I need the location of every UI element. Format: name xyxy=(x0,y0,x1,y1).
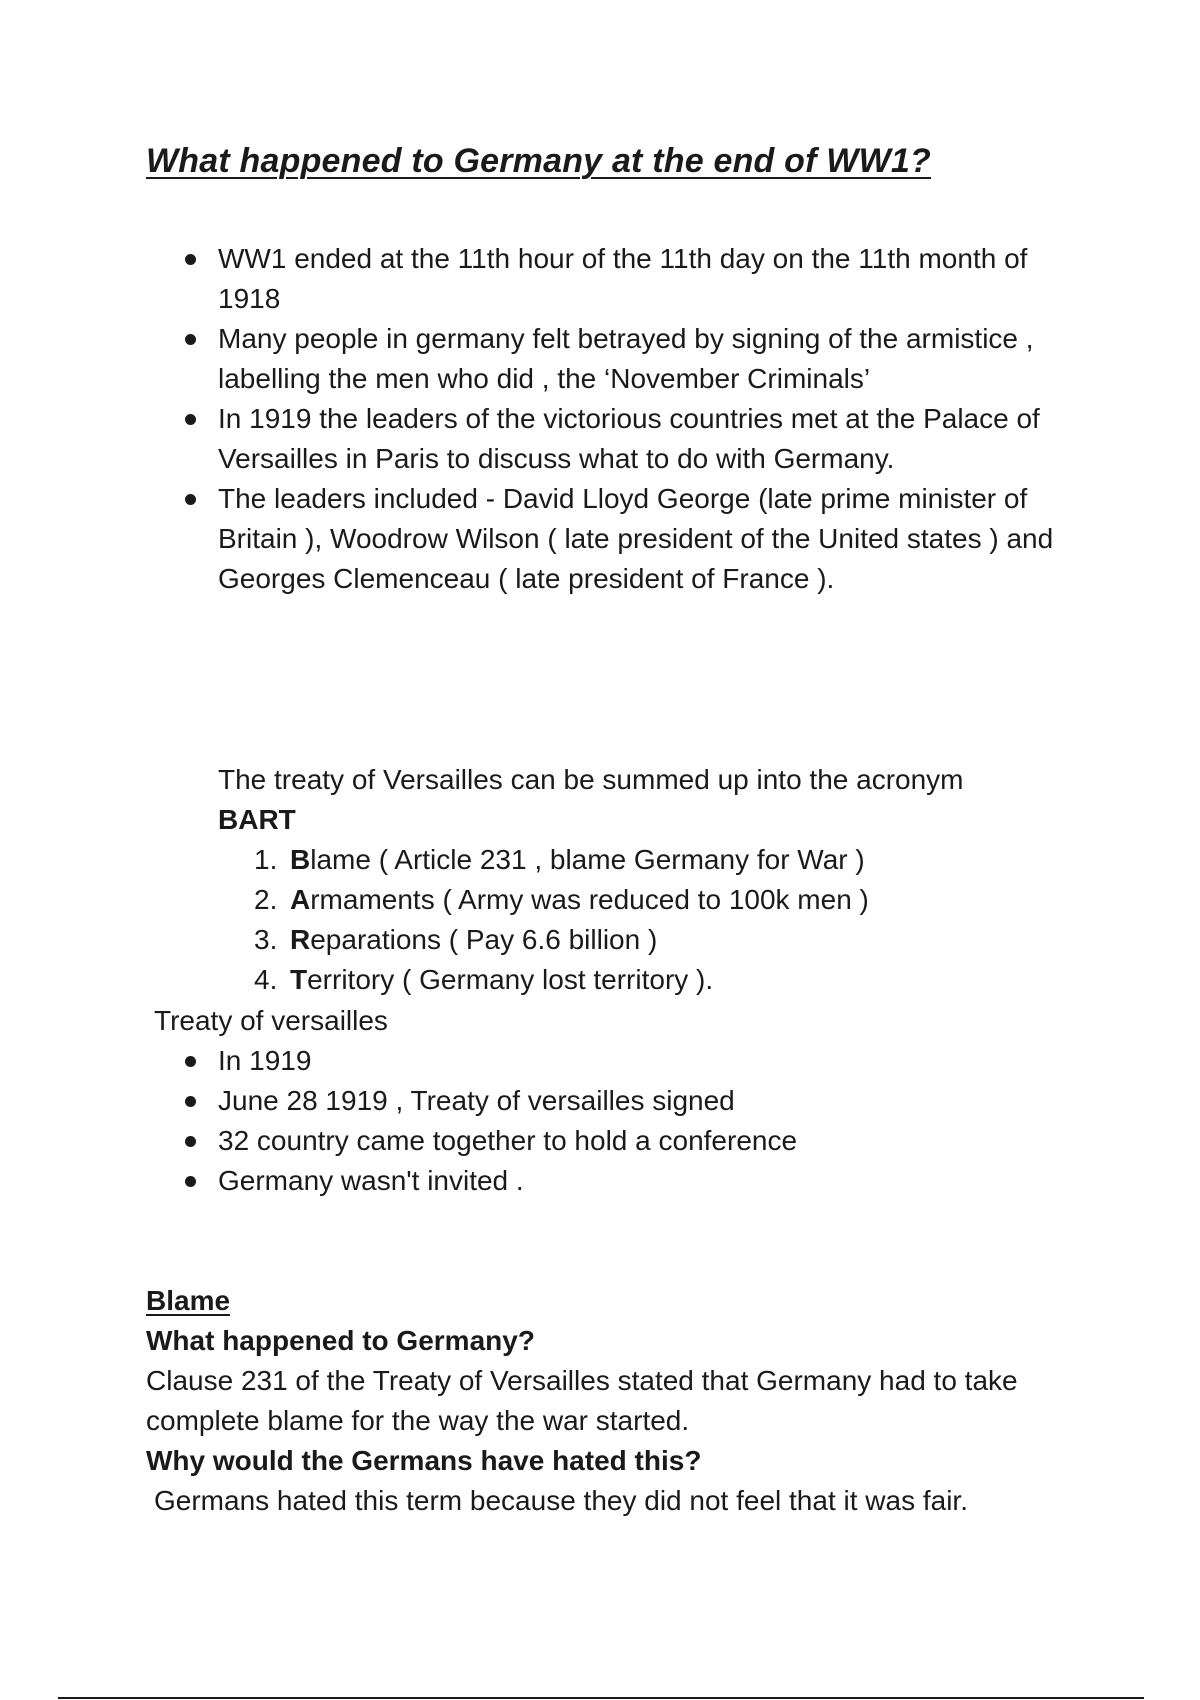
treaty-summary xyxy=(218,760,1078,1000)
item-text: lame ( Article 231 , blame Germany for War ) xyxy=(310,844,865,875)
list-number: 4. xyxy=(254,964,278,995)
versailles-heading: Treaty of versailles xyxy=(154,1005,388,1036)
blame-section xyxy=(146,1281,1066,1521)
bart-item-armaments xyxy=(218,880,1078,920)
treaty-intro-text: The treaty of Versailles can be summed up into the acronym xyxy=(218,764,964,795)
list-item: WW1 ended at the 11th hour of the 11th day on the 11th month of 1918 xyxy=(146,239,1066,319)
bart-item-territory xyxy=(218,960,1078,1000)
item-text: erritory ( Germany lost territory ). xyxy=(307,964,714,995)
list-item: June 28 1919 , Treaty of versailles signed xyxy=(146,1081,1066,1121)
blame-question-1: What happened to Germany? xyxy=(146,1325,535,1356)
acronym-initial: R xyxy=(290,924,311,955)
list-item: In 1919 xyxy=(146,1041,1066,1081)
item-text: rmaments ( Army was reduced to 100k men ) xyxy=(310,884,869,915)
list-number: 3. xyxy=(254,924,278,955)
blame-answer-1: Clause 231 of the Treaty of Versailles stated that Germany had to take complete blame for the way the war started. xyxy=(146,1365,1018,1436)
blame-heading: Blame xyxy=(146,1285,231,1316)
list-item: Germany wasn't invited . xyxy=(146,1161,1066,1201)
acronym-initial: T xyxy=(290,964,308,995)
acronym-initial: B xyxy=(290,844,311,875)
list-item: In 1919 the leaders of the victorious countries met at the Palace of Versailles in Paris to discuss what to do with Germany. xyxy=(146,399,1066,479)
list-number: 1. xyxy=(254,844,278,875)
blame-answer-2: Germans hated this term because they did not feel that it was fair. xyxy=(154,1485,968,1516)
bart-item-blame xyxy=(218,840,1078,880)
bart-list xyxy=(218,840,1078,1000)
list-item: The leaders included - David Lloyd George (late prime minister of Britain ), Woodrow Wilson ( late president of the United states ) and Georges Clemenceau ( late president of France ). xyxy=(146,479,1066,599)
list-item: 32 country came together to hold a conference xyxy=(146,1121,1066,1161)
footer-divider xyxy=(58,1697,1144,1699)
list-number: 2. xyxy=(254,884,278,915)
acronym-initial: A xyxy=(290,884,311,915)
blame-question-2: Why would the Germans have hated this? xyxy=(146,1445,702,1476)
list-item: Many people in germany felt betrayed by signing of the armistice , labelling the men who did , the ‘November Criminals’ xyxy=(146,319,1066,399)
item-text: eparations ( Pay 6.6 billion ) xyxy=(310,924,658,955)
intro-bullet-list xyxy=(146,239,1066,599)
page-title: What happened to Germany at the end of WW1? xyxy=(146,142,931,180)
versailles-bullet-list xyxy=(146,1041,1066,1201)
bart-item-reparations xyxy=(218,920,1078,960)
acronym-label: BART xyxy=(218,804,296,835)
